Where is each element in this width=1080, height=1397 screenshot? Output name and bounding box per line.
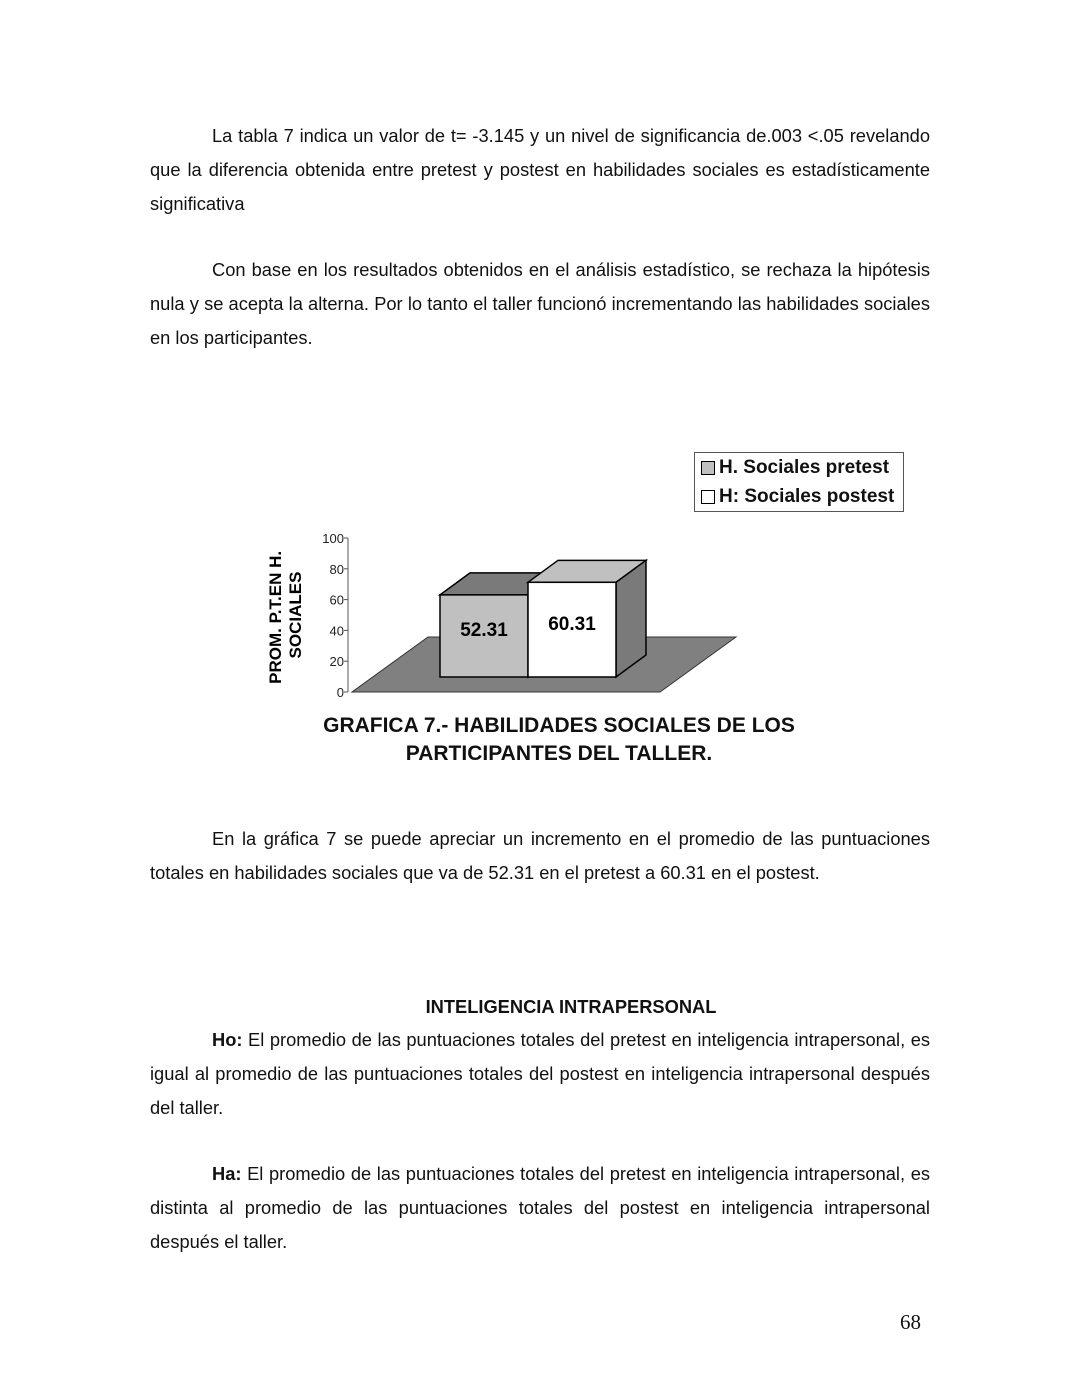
ha-text: El promedio de las puntuaciones totales del pretest en inteligencia intrapersonal, es distinta al promedio de las puntuaciones totales del postest en inteligencia intrapersonal después el taller. [150, 1163, 930, 1252]
y-axis-label-line1: PROM. P.T.EN H. [266, 550, 285, 684]
legend-label: H: Sociales postest [719, 486, 895, 507]
section-heading: INTELIGENCIA INTRAPERSONAL [425, 996, 717, 1017]
chart-caption: GRAFICA 7.- HABILIDADES SOCIALES DE LOS PARTICIPANTES DEL TALLER. [323, 714, 795, 765]
paragraph-ho [150, 1023, 930, 1125]
paragraph-chart-description [150, 822, 930, 890]
paragraph-text: En la gráfica 7 se puede apreciar un incremento en el promedio de las puntuaciones totales en habilidades sociales que va de 52.31 en el pretest a 60.31 en el postest. [150, 828, 930, 883]
y-tick-label: 100 [322, 531, 344, 546]
ho-text: El promedio de las puntuaciones totales del pretest en inteligencia intrapersonal, es igual al promedio de las puntuaciones totales del postest en inteligencia intrapersonal después del taller. [150, 1029, 930, 1118]
y-tick-label: 40 [329, 623, 344, 639]
page-number: 68 [900, 1310, 921, 1334]
y-tick-label: 0 [336, 685, 344, 700]
bar-data-label: 52.31 [460, 620, 508, 641]
bar-data-label: 60.31 [548, 614, 596, 635]
legend-label: H. Sociales pretest [719, 457, 890, 478]
y-axis-label [266, 546, 305, 684]
y-axis-label-line2: SOCIALES [286, 571, 305, 659]
bar-postest [528, 560, 646, 677]
paragraph-ha [150, 1157, 930, 1259]
y-tick-label: 60 [329, 592, 344, 608]
y-axis [322, 531, 348, 700]
paragraph-text: La tabla 7 indica un valor de t= -3.145 y un nivel de significancia de.003 <.05 revelando que la diferencia obtenida entre pretest y postest en habilidades sociales es estadísticamente significativa [150, 125, 930, 214]
y-tick-label: 80 [329, 561, 344, 577]
ho-label: Ho: [212, 1029, 243, 1050]
y-tick-label: 20 [329, 654, 344, 670]
paragraph-text: Con base en los resultados obtenidos en el análisis estadístico, se rechaza la hipótesis nula y se acepta la alterna. Por lo tanto el taller funcionó incrementando las habilidades sociales en los participantes. [150, 259, 930, 348]
ha-label: Ha: [212, 1163, 242, 1184]
